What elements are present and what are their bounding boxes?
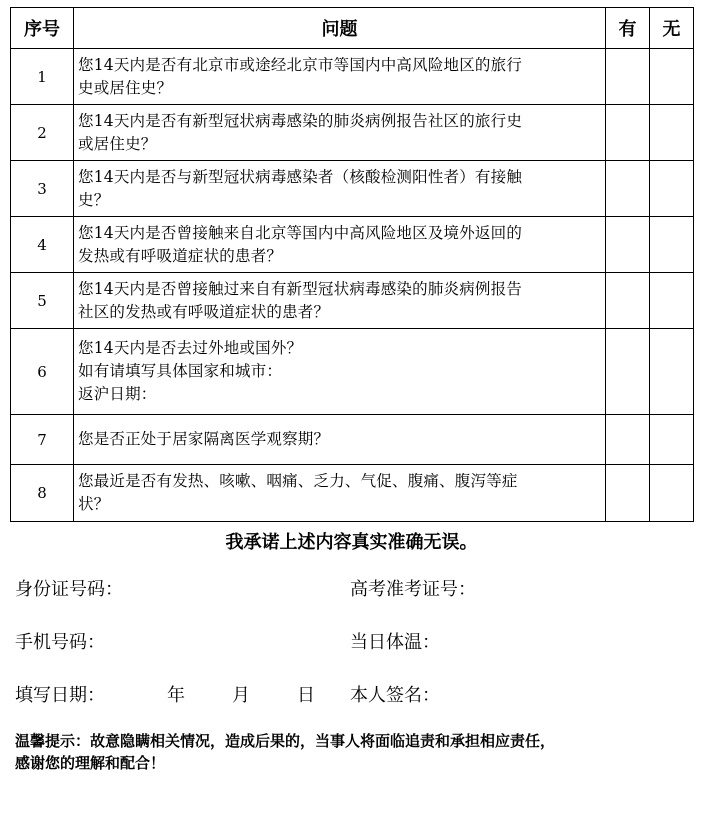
table-header-row (11, 8, 694, 49)
yes-checkbox-cell[interactable] (606, 105, 650, 161)
row-number: 5 (11, 273, 74, 329)
question-text: 您是否正处于居家隔离医学观察期？ (74, 415, 606, 465)
table-row (11, 161, 694, 217)
header-number: 序号 (11, 8, 74, 49)
no-checkbox-cell[interactable] (650, 105, 694, 161)
question-text: 您14天内是否曾接触来自北京等国内中高风险地区及境外返回的 发热或有呼吸道症状的患者？ (74, 217, 606, 273)
row-number: 1 (11, 49, 74, 105)
no-checkbox-cell[interactable] (650, 273, 694, 329)
temperature-label: 当日体温： (350, 632, 440, 653)
table-row (11, 273, 694, 329)
id-number-label: 身份证号码： (15, 579, 123, 600)
notice-line: 感谢您的理解和配合！ (15, 754, 166, 772)
header-yes: 有 (606, 8, 650, 49)
yes-checkbox-cell[interactable] (606, 329, 650, 415)
yes-checkbox-cell[interactable] (606, 273, 650, 329)
no-checkbox-cell[interactable] (650, 415, 694, 465)
row-number: 6 (11, 329, 74, 415)
row-number: 2 (11, 105, 74, 161)
row-number: 4 (11, 217, 74, 273)
table-row (11, 217, 694, 273)
row-number: 3 (11, 161, 74, 217)
no-checkbox-cell[interactable] (650, 217, 694, 273)
question-text: 您14天内是否与新型冠状病毒感染者（核酸检测阳性者）有接触 史？ (74, 161, 606, 217)
yes-checkbox-cell[interactable] (606, 49, 650, 105)
notice-line: 温馨提示：故意隐瞒相关情况，造成后果的，当事人将面临追责和承担相应责任， (15, 732, 556, 750)
table-row (11, 49, 694, 105)
header-question: 问题 (74, 8, 606, 49)
yes-checkbox-cell[interactable] (606, 217, 650, 273)
signature-label: 本人签名： (350, 685, 440, 706)
month-label: 月 (232, 685, 250, 706)
table-row (11, 465, 694, 522)
health-declaration-table (10, 7, 694, 522)
table-row (11, 415, 694, 465)
phone-label: 手机号码： (15, 632, 105, 653)
yes-checkbox-cell[interactable] (606, 415, 650, 465)
warm-notice (15, 730, 555, 774)
yes-checkbox-cell[interactable] (606, 465, 650, 522)
table-row (11, 105, 694, 161)
question-text: 您14天内是否去过外地或国外？ 如有请填写具体国家和城市： 返沪日期： (74, 329, 606, 415)
no-checkbox-cell[interactable] (650, 465, 694, 522)
fill-date-label: 填写日期： (15, 685, 105, 706)
no-checkbox-cell[interactable] (650, 49, 694, 105)
row-number: 7 (11, 415, 74, 465)
question-text: 您最近是否有发热、咳嗽、咽痛、乏力、气促、腹痛、腹泻等症 状？ (74, 465, 606, 522)
year-label: 年 (167, 685, 185, 706)
exam-number-label: 高考准考证号： (350, 579, 476, 600)
question-text: 您14天内是否有北京市或途经北京市等国内中高风险地区的旅行 史或居住史？ (74, 49, 606, 105)
table-row (11, 329, 694, 415)
pledge-statement: 我承诺上述内容真实准确无误。 (225, 532, 478, 553)
header-no: 无 (650, 8, 694, 49)
row-number: 8 (11, 465, 74, 522)
day-label: 日 (297, 685, 315, 706)
no-checkbox-cell[interactable] (650, 161, 694, 217)
question-text: 您14天内是否有新型冠状病毒感染的肺炎病例报告社区的旅行史 或居住史？ (74, 105, 606, 161)
yes-checkbox-cell[interactable] (606, 161, 650, 217)
no-checkbox-cell[interactable] (650, 329, 694, 415)
question-text: 您14天内是否曾接触过来自有新型冠状病毒感染的肺炎病例报告 社区的发热或有呼吸道症状的患者？ (74, 273, 606, 329)
